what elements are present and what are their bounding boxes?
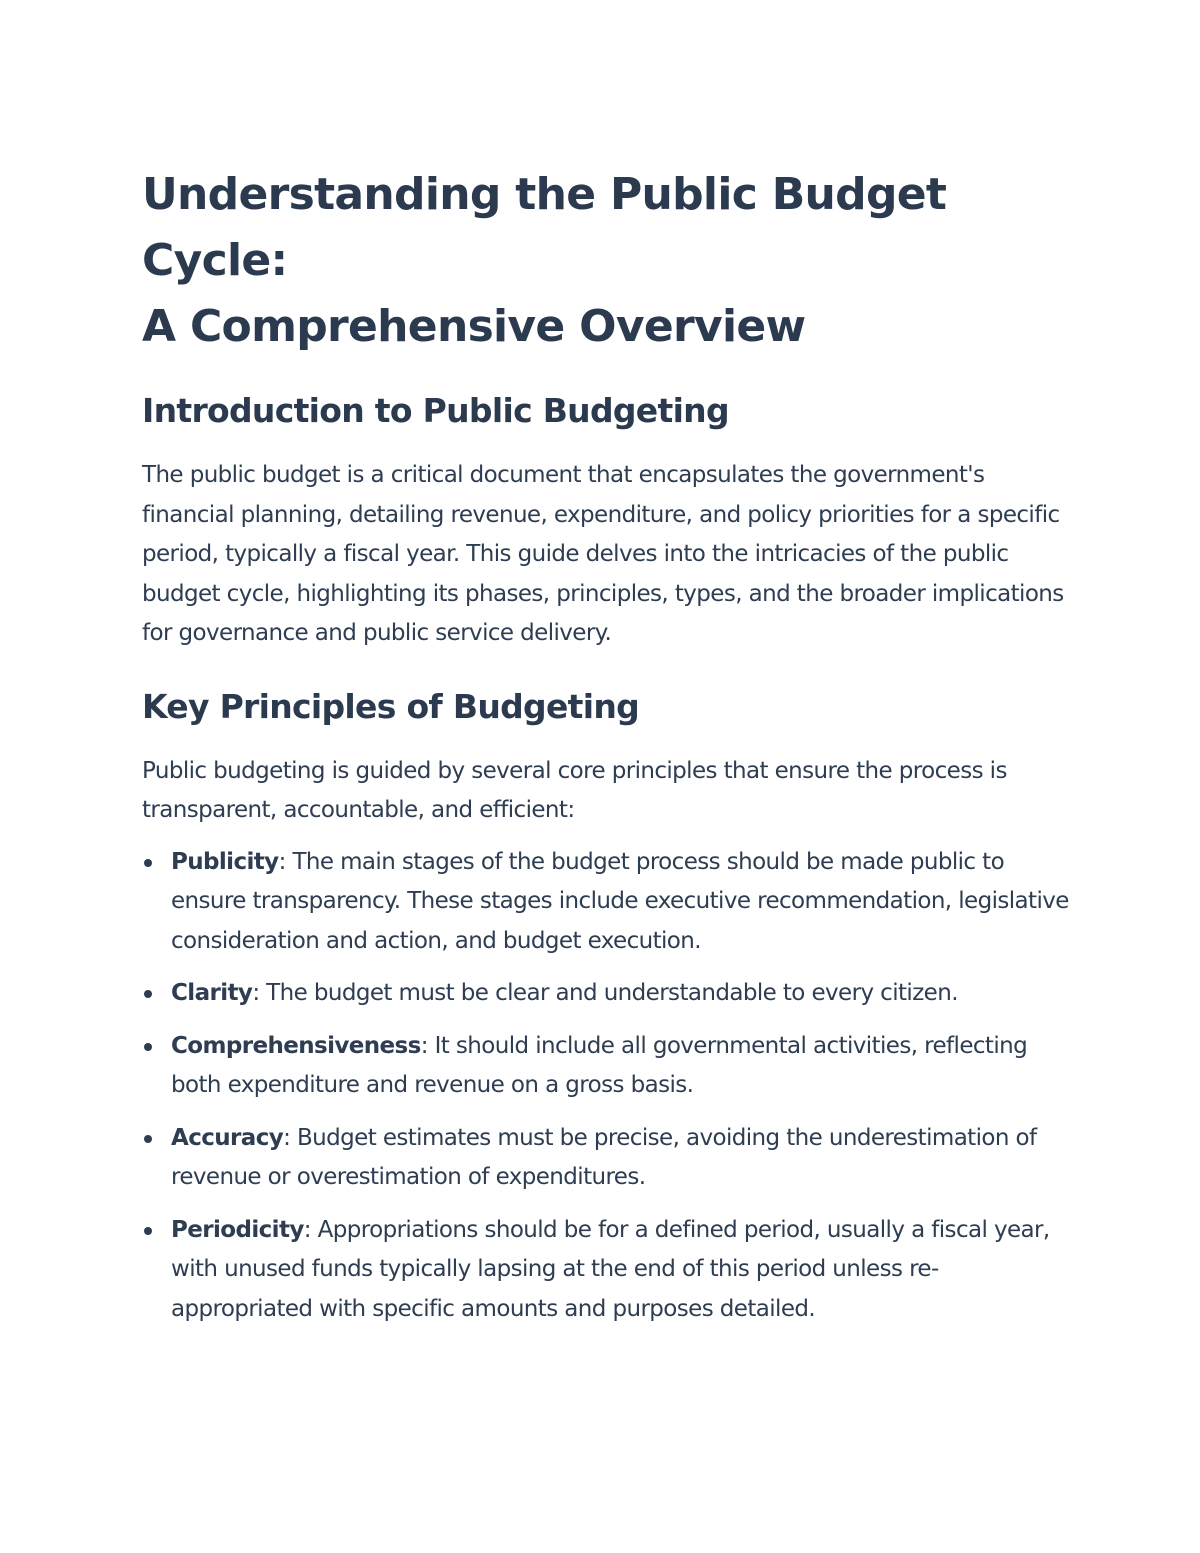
principle-description: : Budget estimates must be precise, avoiding the underestimation of revenue or overestimation of expenditures. — [171, 1124, 1037, 1190]
document-title-line-2: A Comprehensive Overview — [142, 301, 806, 352]
principle-description: : It should include all governmental activities, reflecting both expenditure and revenue on a gross basis. — [171, 1032, 1028, 1098]
principles-list — [142, 843, 1072, 1330]
principle-term: Publicity — [171, 848, 279, 875]
principle-item-comprehensiveness — [142, 1027, 1072, 1106]
bullet-icon — [144, 990, 152, 998]
principle-term: Periodicity — [171, 1216, 304, 1243]
key-principles-paragraph: Public budgeting is guided by several core principles that ensure the process is transparent, accountable, and efficient: — [142, 757, 1007, 823]
document-page — [142, 162, 1072, 1342]
principle-item-clarity — [142, 974, 1072, 1014]
section-heading-key-principles: Key Principles of Budgeting — [142, 686, 640, 726]
principle-item-accuracy — [142, 1119, 1072, 1198]
principle-description: : The main stages of the budget process should be made public to ensure transparency. These stages include executive recommendation, legislative consideration and action, and budget execution. — [171, 848, 1069, 954]
principle-description: : The budget must be clear and understandable to every citizen. — [252, 980, 958, 1006]
bullet-icon — [144, 1135, 152, 1143]
introduction-paragraph: The public budget is a critical document that encapsulates the government's financial planning, detailing revenue, expenditure, and policy priorities for a specific period, typically a fiscal year. This guide delves into the intricacies of the public budget cycle, highlighting its phases, principles, types, and the broader implications for governance and public service delivery. — [142, 462, 1064, 646]
principle-term: Clarity — [171, 980, 253, 1006]
document-title — [142, 162, 1072, 360]
document-title-line-1: Understanding the Public Budget Cycle: — [142, 169, 947, 286]
section-heading-introduction: Introduction to Public Budgeting — [142, 391, 729, 430]
principle-description: : Appropriations should be for a defined period, usually a fiscal year, with unused funds typically lapsing at the end of this period unless re-appropriated with specific amounts and purposes detailed. — [171, 1216, 1050, 1322]
principle-term: Comprehensiveness — [171, 1032, 421, 1059]
principle-term: Accuracy — [171, 1124, 284, 1151]
bullet-icon — [144, 1227, 152, 1235]
bullet-icon — [144, 859, 152, 867]
principle-item-periodicity — [142, 1211, 1072, 1330]
bullet-icon — [144, 1043, 152, 1051]
principle-item-publicity — [142, 843, 1072, 962]
